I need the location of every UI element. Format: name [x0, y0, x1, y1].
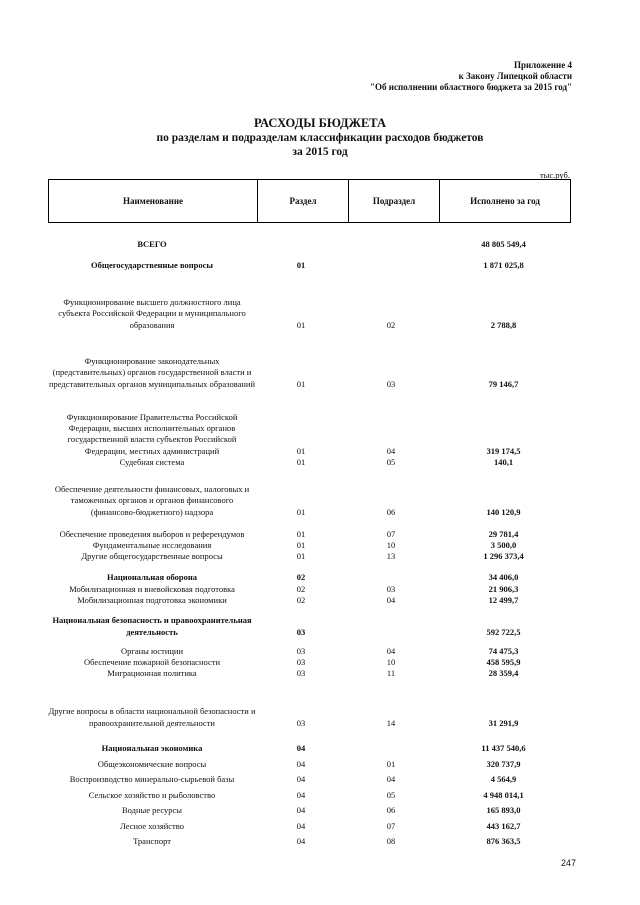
row-value: 79 146,7: [488, 378, 519, 389]
row-value: 11 437 540,6: [481, 742, 526, 753]
row-name: Общегосударственные вопросы: [90, 259, 214, 270]
row-podrazdel: 14: [386, 717, 396, 728]
row-razdel: 03: [296, 656, 306, 667]
row-podrazdel: 06: [386, 506, 396, 517]
row-razdel: 03: [296, 667, 306, 678]
row-podrazdel: 10: [386, 539, 396, 550]
row-razdel: 04: [296, 804, 306, 815]
row-value: 12 499,7: [488, 594, 519, 605]
row-podrazdel: 04: [386, 594, 396, 605]
row-value: 34 406,0: [488, 571, 519, 582]
row-podrazdel: 03: [386, 378, 396, 389]
row-razdel: 04: [296, 758, 306, 769]
row-value: 165 893,0: [486, 804, 521, 815]
row-razdel: 01: [296, 539, 306, 550]
row-name: Другие вопросы в области национальной безопасности и правоохранительной деятельности: [48, 706, 256, 728]
row-razdel: 01: [296, 445, 306, 456]
row-value: 31 291,9: [488, 717, 519, 728]
row-value: 876 363,5: [486, 835, 521, 846]
row-razdel: 01: [296, 378, 306, 389]
row-value: 4 948 014,1: [483, 789, 524, 800]
row-name: Обеспечение пожарной безопасности: [83, 656, 220, 667]
row-razdel: 04: [296, 789, 306, 800]
row-value: 140,1: [493, 456, 514, 467]
header-podrazdel: Подраздел: [349, 180, 440, 222]
row-value: 74 475,3: [488, 645, 519, 656]
row-name: Органы юстиции: [120, 645, 184, 656]
row-name: Мобилизационная подготовка экономики: [77, 594, 227, 605]
row-razdel: 04: [296, 742, 306, 753]
row-value: 3 500,0: [490, 539, 517, 550]
row-razdel: 04: [296, 835, 306, 846]
row-value: 21 906,3: [488, 583, 519, 594]
row-name: Национальная оборона: [106, 571, 198, 582]
row-name: Национальная безопасность и правоохранительная деятельность: [52, 615, 252, 637]
header-ispolneno: Исполнено за год: [470, 196, 540, 206]
row-value: 320 737,9: [486, 758, 521, 769]
row-podrazdel: 04: [386, 445, 396, 456]
row-podrazdel: 05: [386, 456, 396, 467]
row-name: Миграционная политика: [107, 667, 197, 678]
row-podrazdel: 02: [386, 319, 396, 330]
row-value: 29 781,4: [488, 528, 519, 539]
row-razdel: 03: [296, 645, 306, 656]
row-name: Судебная система: [119, 456, 185, 467]
row-value: 1 296 373,4: [483, 550, 524, 561]
row-podrazdel: 13: [386, 550, 396, 561]
title-line-1: РАСХОДЫ БЮДЖЕТА: [253, 116, 387, 130]
appendix-line-1: Приложение 4: [513, 60, 572, 70]
row-podrazdel: 11: [386, 667, 396, 678]
row-razdel: 01: [296, 528, 306, 539]
row-razdel: 01: [296, 319, 306, 330]
row-razdel: 01: [296, 259, 306, 270]
row-value: 319 174,5: [486, 445, 521, 456]
row-razdel: 01: [296, 506, 306, 517]
row-name: Другие общегосударственные вопросы: [81, 550, 223, 561]
title-line-2: по разделам и подразделам классификации расходов бюджетов: [156, 132, 484, 144]
title-line-3: за 2015 год: [292, 146, 348, 158]
row-razdel: 02: [296, 583, 306, 594]
row-name: Функционирование Правительства Российской Федерации, высших исполнительных органов государственной власти субъектов Российской Федерации, местных администраций: [66, 411, 238, 456]
row-name: Воспроизводство минерально-сырьевой базы: [69, 773, 235, 784]
row-name: Транспорт: [133, 835, 171, 846]
row-name: Обеспечение деятельности финансовых, налоговых и таможенных органов и органов финансового (финансово-бюджетного) надзора: [54, 484, 250, 517]
header-razdel: Раздел: [258, 180, 349, 222]
row-value: 140 120,9: [486, 506, 521, 517]
units-label: тыс.руб.: [539, 170, 570, 180]
row-podrazdel: 08: [386, 835, 396, 846]
row-podrazdel: 07: [386, 820, 396, 831]
row-podrazdel: 04: [386, 773, 396, 784]
page-number: 247: [560, 858, 576, 868]
row-value: 458 595,9: [486, 656, 521, 667]
appendix-line-3: "Об исполнении областного бюджета за 2015 год": [370, 82, 572, 92]
row-podrazdel: 07: [386, 528, 396, 539]
row-podrazdel: 06: [386, 804, 396, 815]
appendix-line-2: к Закону Липецкой области: [458, 71, 572, 81]
row-value: 1 871 025,8: [483, 259, 524, 270]
row-podrazdel: 05: [386, 789, 396, 800]
row-razdel: 01: [296, 550, 306, 561]
row-name: ВСЕГО: [137, 238, 167, 249]
row-value: 28 359,4: [488, 667, 519, 678]
row-name: Функционирование законодательных (представительных) органов государственной власти и представительных органов муниципальных образований: [48, 356, 256, 389]
row-name: Функционирование высшего должностного лица субъекта Российской Федерации и муниципального образования: [58, 297, 246, 330]
row-razdel: 01: [296, 456, 306, 467]
row-razdel: 04: [296, 773, 306, 784]
row-name: Фундаментальные исследования: [92, 539, 212, 550]
row-name: Обеспечение проведения выборов и референдумов: [59, 528, 245, 539]
row-value: 2 788,8: [490, 319, 517, 330]
row-name: Сельское хозяйство и рыболовство: [88, 789, 216, 800]
row-name: Общеэкономические вопросы: [97, 758, 207, 769]
row-podrazdel: 01: [386, 758, 396, 769]
row-podrazdel: 10: [386, 656, 396, 667]
row-value: 4 564,9: [490, 773, 517, 784]
header-name: Наименование: [49, 180, 258, 222]
row-razdel: 03: [296, 717, 306, 728]
row-name: Лесное хозяйство: [120, 820, 184, 831]
row-razdel: 02: [296, 594, 306, 605]
row-podrazdel: 03: [386, 583, 396, 594]
row-razdel: 02: [296, 571, 306, 582]
row-value: 48 805 549,4: [481, 238, 526, 249]
table-row: [48, 0, 571, 847]
row-value: 443 162,7: [486, 820, 521, 831]
row-value: 592 722,5: [486, 626, 521, 637]
row-razdel: 04: [296, 820, 306, 831]
row-podrazdel: 04: [386, 645, 396, 656]
row-name: Национальная экономика: [101, 742, 203, 753]
row-razdel: 03: [296, 626, 306, 637]
row-name: Мобилизационная и вневойсковая подготовка: [69, 583, 235, 594]
row-name: Водные ресурсы: [121, 804, 183, 815]
